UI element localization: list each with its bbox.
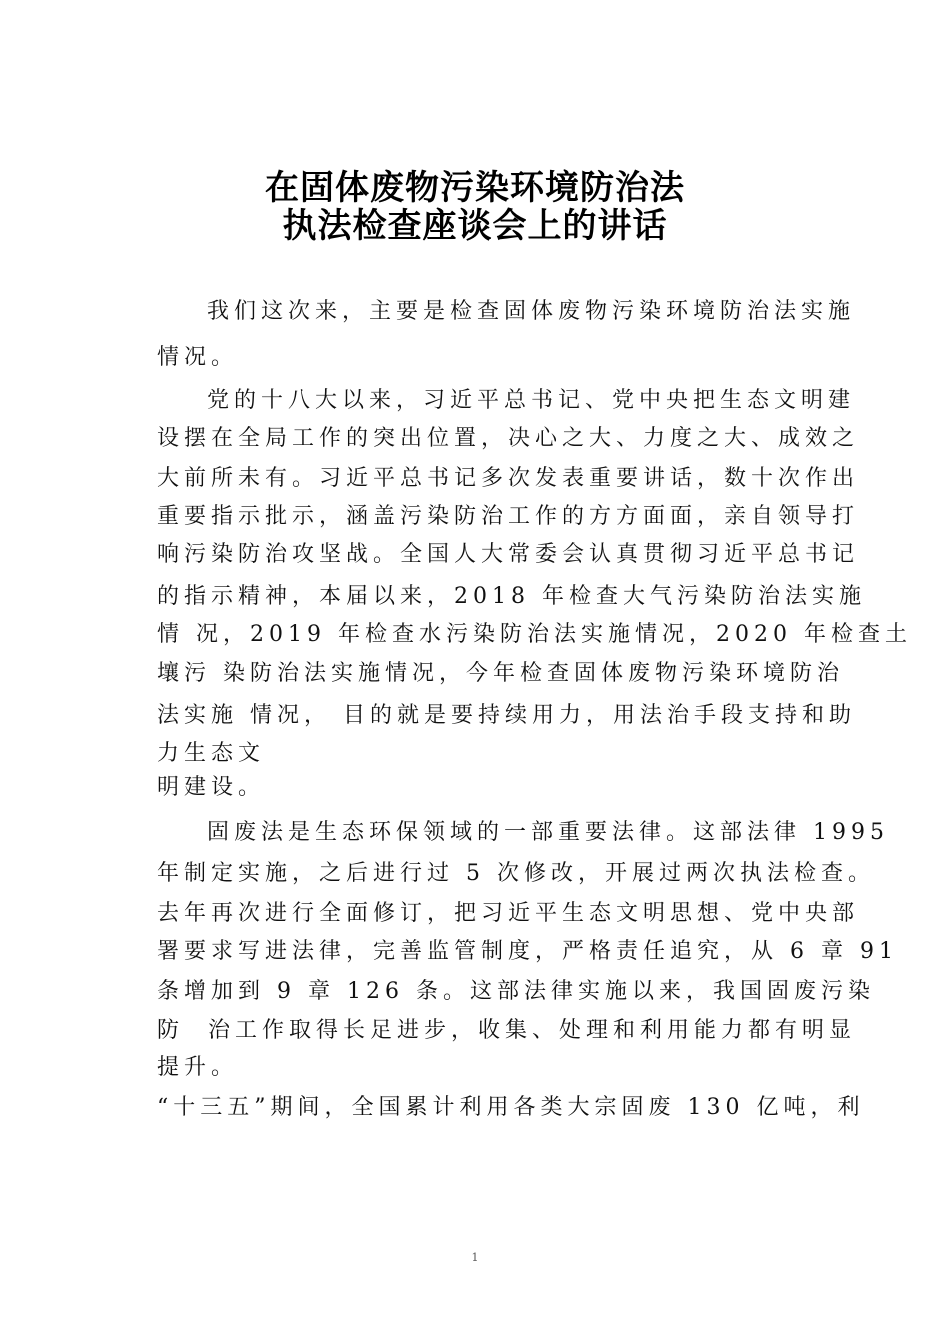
paragraph-2-line-10: 力生态文	[157, 741, 266, 766]
document-title-line-1: 在固体废物污染环境防治法	[265, 168, 685, 208]
paragraph-2-line-9: 法实施 情况， 目的就是要持续用力，用法治手段支持和助	[157, 703, 856, 728]
paragraph-2-line-7: 情 况，2019 年检查水污染防治法实施情况，2020 年检查土	[157, 622, 912, 647]
page-number: 1	[471, 1251, 479, 1264]
document-title-line-2: 执法检查座谈会上的讲话	[282, 206, 668, 246]
paragraph-1-line-1: 我们这次来，主要是检查固体废物污染环境防治法实施	[207, 299, 856, 324]
paragraph-3-line-1: 固废法是生态环保领域的一部重要法律。这部法律 1995	[207, 820, 889, 845]
paragraph-2-line-11: 明建设。	[157, 775, 266, 800]
paragraph-2-line-8: 壤污 染防治法实施情况，今年检查固体废物污染环境防治	[157, 661, 844, 686]
paragraph-1-line-2: 情况。	[157, 345, 239, 370]
paragraph-3-line-3: 去年再次进行全面修订，把习近平生态文明思想、党中央部	[157, 901, 860, 926]
paragraph-3-line-6: 防 治工作取得长足进步，收集、处理和利用能力都有明显	[157, 1018, 856, 1043]
paragraph-2-line-5: 响污染防治攻坚战。全国人大常委会认真贯彻习近平总书记	[157, 542, 860, 567]
paragraph-2-line-1: 党的十八大以来，习近平总书记、党中央把生态文明建	[207, 388, 856, 413]
paragraph-3-line-2: 年制定实施，之后进行过 5 次修改，开展过两次执法检查。	[157, 861, 875, 886]
paragraph-2-line-3: 大前所未有。习近平总书记多次发表重要讲话，数十次作出	[157, 466, 860, 491]
paragraph-3-line-4: 署要求写进法律，完善监管制度，严格责任追究，从 6 章 91	[157, 939, 898, 964]
paragraph-3-line-8: “十三五”期间，全国累计利用各类大宗固废 130 亿吨，利	[157, 1095, 865, 1120]
paragraph-3-line-5: 条增加到 9 章 126 条。这部法律实施以来，我国固废污染	[157, 979, 875, 1004]
paragraph-2-line-6: 的指示精神，本届以来，2018 年检查大气污染防治法实施	[157, 584, 866, 609]
paragraph-3-line-7: 提升。	[157, 1055, 239, 1080]
paragraph-2-line-4: 重要指示批示，涵盖污染防治工作的方方面面，亲自领导打	[157, 504, 860, 529]
paragraph-2-line-2: 设摆在全局工作的突出位置，决心之大、力度之大、成效之	[157, 426, 860, 451]
